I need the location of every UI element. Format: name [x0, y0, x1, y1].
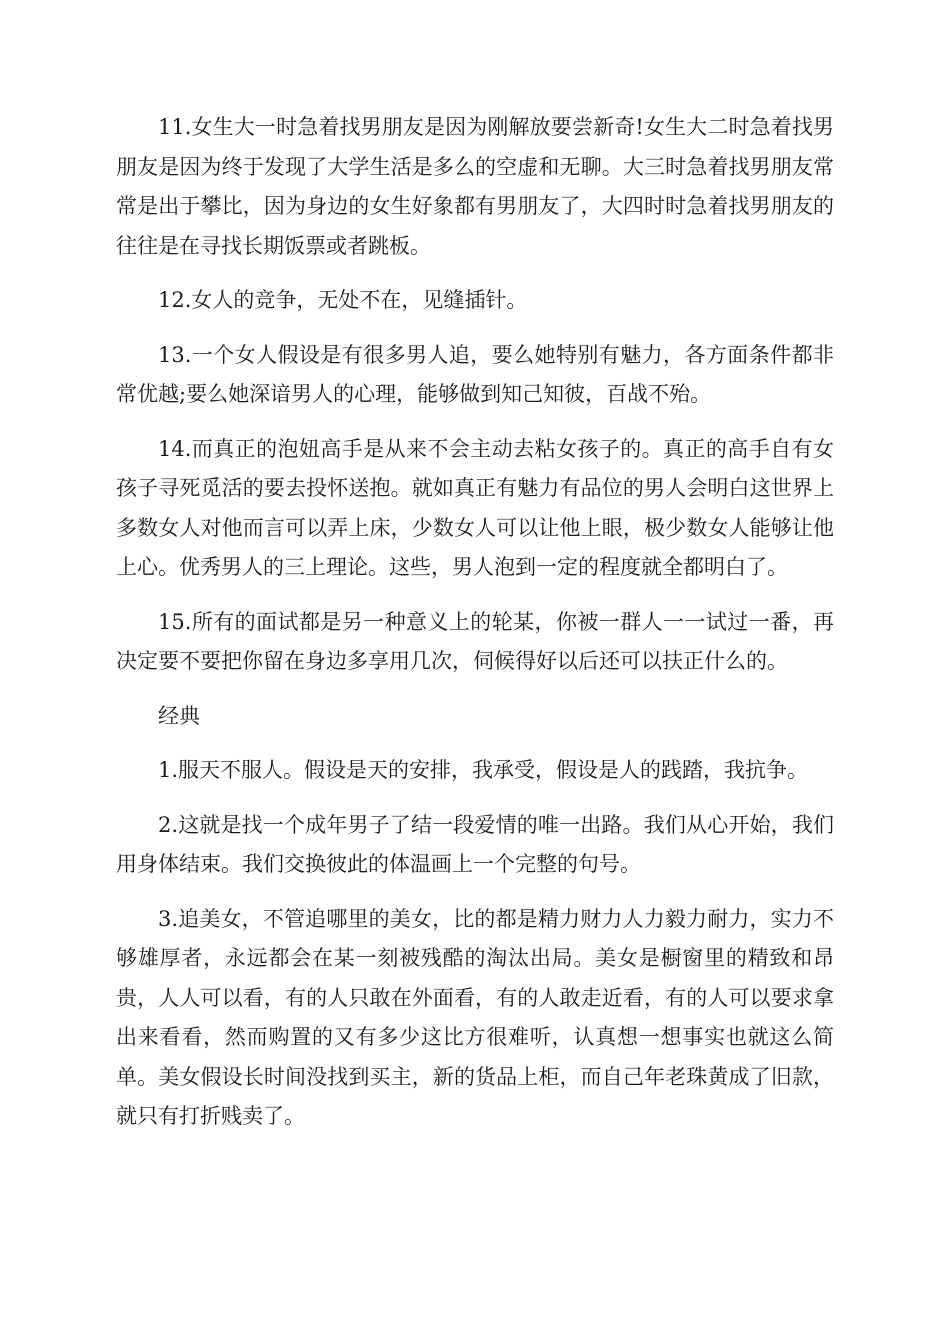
document-body	[116, 108, 834, 1152]
classic-paragraph-2: 2.这就是找一个成年男子了结一段爱情的唯一出路。我们从心开始，我们用身体结束。我们交换彼此的体温画上一个完整的句号。	[116, 812, 834, 876]
classic-paragraph-3: 3.追美女，不管追哪里的美女，比的都是精力财力人力毅力耐力，实力不够雄厚者，永远都会在某一刻被残酷的淘汰出局。美女是橱窗里的精致和昂贵，人人可以看，有的人只敢在外面看，有的人敢走近看，有的人可以要求拿出来看看，然而购置的又有多少这比方很难听，认真想一想事实也就这么简单。美女假设长时间没找到买主，新的货品上柜，而自己年老珠黄成了旧款，就只有打折贱卖了。	[116, 906, 834, 1128]
paragraph-11: 11.女生大一时急着找男朋友是因为刚解放要尝新奇!女生大二时急着找男朋友是因为终于发现了大学生活是多么的空虚和无聊。大三时急着找男朋友常常是出于攀比，因为身边的女生好象都有男朋友了，大四时时急着找男朋友的往往是在寻找长期饭票或者跳板。	[116, 115, 834, 258]
paragraph-14: 14.而真正的泡妞高手是从来不会主动去粘女孩子的。真正的高手自有女孩子寻死觅活的要去投怀送抱。就如真正有魅力有品位的男人会明白这世界上多数女人对他而言可以弄上床，少数女人可以让他上眼，极少数女人能够让他上心。优秀男人的三上理论。这些，男人泡到一定的程度就全都明白了。	[116, 436, 834, 579]
section-heading: 经典	[158, 703, 200, 728]
paragraph-12: 12.女人的竞争，无处不在，见缝插针。	[158, 288, 528, 312]
classic-paragraph-1: 1.服天不服人。假设是天的安排，我承受，假设是人的践踏，我抗争。	[158, 758, 809, 782]
paragraph-15: 15.所有的面试都是另一种意义上的轮某，你被一群人一一试过一番，再决定要不要把你留在身边多享用几次，伺候得好以后还可以扶正什么的。	[116, 609, 834, 673]
paragraph-13: 13.一个女人假设是有很多男人追，要么她特别有魅力，各方面条件都非常优越;要么她深谙男人的心理，能够做到知己知彼，百战不殆。	[116, 342, 834, 406]
